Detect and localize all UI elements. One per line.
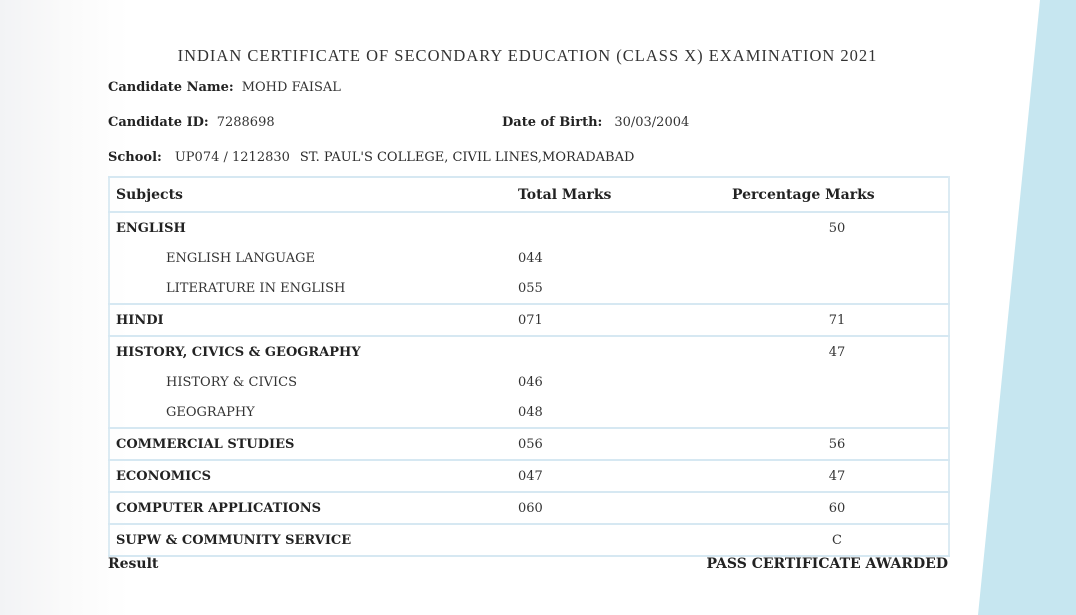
dob-value: 30/03/2004 <box>614 115 690 130</box>
header-total-marks: Total Marks <box>512 177 726 212</box>
candidate-name-value: MOHD FAISAL <box>241 80 341 95</box>
exam-title: INDIAN CERTIFICATE OF SECONDARY EDUCATION (CLASS X) EXAMINATION 2021 <box>177 46 878 65</box>
subject-cell: COMPUTER APPLICATIONS <box>109 492 512 524</box>
result-label: Result <box>108 556 159 572</box>
table-row <box>109 367 949 397</box>
candidate-name-label: Candidate Name: <box>108 80 234 95</box>
table-row <box>109 397 949 428</box>
table-header-row <box>109 177 949 212</box>
percentage-cell <box>726 397 949 428</box>
table-row <box>109 304 949 336</box>
table-row <box>109 243 949 273</box>
total-cell <box>512 212 726 243</box>
percentage-cell: 71 <box>726 304 949 336</box>
subject-cell: HISTORY, CIVICS & GEOGRAPHY <box>109 336 512 367</box>
candidate-id-label: Candidate ID: <box>108 115 209 130</box>
table-row <box>109 428 949 460</box>
school-code: UP074 / 1212830 <box>174 150 290 165</box>
total-cell: 071 <box>512 304 726 336</box>
total-cell: 048 <box>512 397 726 428</box>
total-cell: 046 <box>518 374 543 390</box>
table-row <box>109 336 949 367</box>
table-row <box>109 492 949 524</box>
total-cell: 047 <box>512 460 726 492</box>
total-cell <box>512 524 726 556</box>
percentage-cell: 56 <box>726 428 949 460</box>
dob-field <box>502 115 689 130</box>
school-name: ST. PAUL'S COLLEGE, CIVIL LINES,MORADABAD <box>299 150 635 165</box>
percentage-cell: C <box>726 524 949 556</box>
header-subjects: Subjects <box>109 177 512 212</box>
subject-cell: COMMERCIAL STUDIES <box>109 428 512 460</box>
percentage-cell: 47 <box>726 460 949 492</box>
subject-cell: ENGLISH LANGUAGE <box>109 243 512 273</box>
subject-cell: GEOGRAPHY <box>109 397 512 428</box>
percentage-cell: 50 <box>726 212 949 243</box>
percentage-cell <box>726 367 949 397</box>
dob-label: Date of Birth: <box>502 115 603 130</box>
marks-table <box>108 176 950 557</box>
percentage-cell <box>726 243 949 273</box>
subject-cell: ECONOMICS <box>109 460 512 492</box>
subject-cell: SUPW & COMMUNITY SERVICE <box>109 524 512 556</box>
percentage-cell <box>726 273 949 304</box>
table-row <box>109 212 949 243</box>
candidate-id-field <box>108 115 275 130</box>
total-cell: 055 <box>512 273 726 304</box>
school-label: School: <box>108 150 162 165</box>
total-cell: 060 <box>512 492 726 524</box>
header-percentage-marks: Percentage Marks <box>726 177 949 212</box>
subject-cell: HINDI <box>109 304 512 336</box>
subject-cell: ENGLISH <box>109 212 512 243</box>
table-row <box>109 460 949 492</box>
result-value: PASS CERTIFICATE AWARDED <box>706 556 948 572</box>
percentage-cell: 47 <box>726 336 949 367</box>
school-field <box>108 150 634 165</box>
candidate-id-value: 7288698 <box>216 115 275 130</box>
total-cell: 044 <box>518 250 543 266</box>
table-row <box>109 524 949 556</box>
total-cell <box>512 336 726 367</box>
percentage-cell: 60 <box>726 492 949 524</box>
subject-cell: LITERATURE IN ENGLISH <box>109 273 512 304</box>
table-row <box>109 273 949 304</box>
total-cell: 056 <box>512 428 726 460</box>
subject-cell: HISTORY & CIVICS <box>109 367 512 397</box>
candidate-name-field <box>108 80 341 95</box>
